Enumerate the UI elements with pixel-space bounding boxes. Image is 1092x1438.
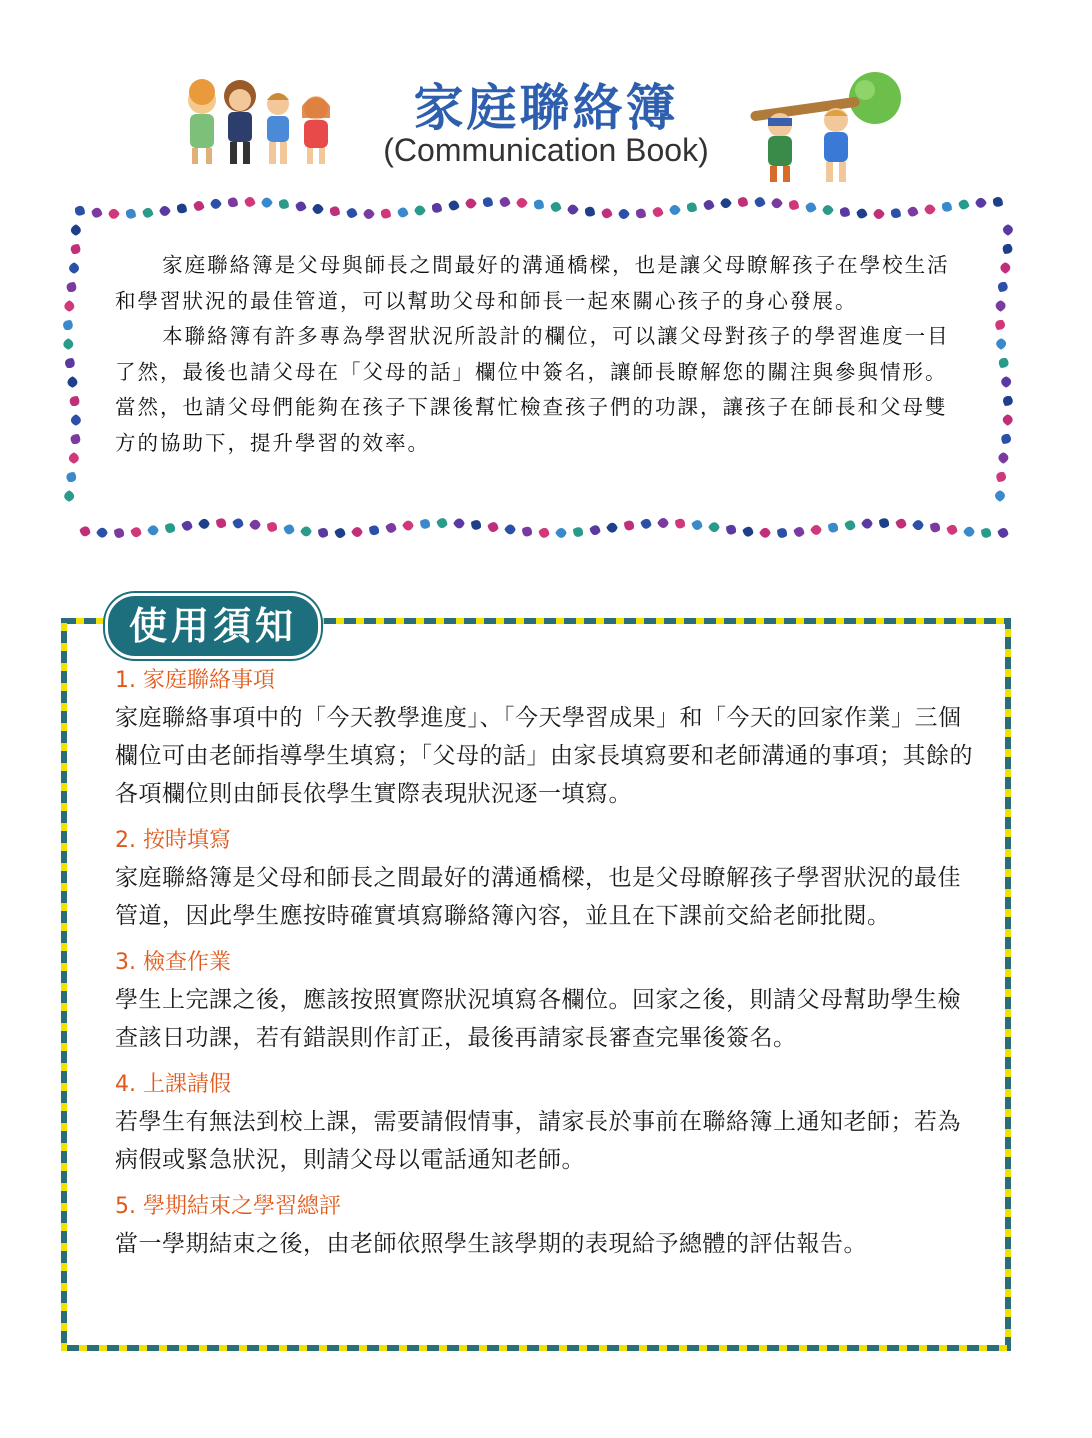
teardrop-ornament: [975, 198, 986, 214]
teardrop-ornament: [956, 198, 971, 216]
teardrop-ornament: [995, 391, 1014, 409]
teardrop-ornament: [988, 315, 1007, 333]
teardrop-ornament: [402, 515, 413, 531]
notice-content: [115, 665, 975, 1275]
teardrop-ornament: [69, 432, 88, 450]
teardrop-ornament: [650, 206, 665, 224]
notice-title-badge: 使用須知: [105, 593, 321, 659]
teardrop-ornament: [300, 520, 311, 536]
teardrop-ornament: [469, 513, 487, 532]
teardrop-ornament: [924, 204, 935, 220]
teardrop-ornament: [344, 207, 359, 225]
teardrop-ornament: [70, 204, 88, 223]
teardrop-ornament: [741, 520, 756, 538]
teardrop-ornament: [995, 376, 1011, 387]
teardrop-ornament: [928, 515, 946, 534]
teardrop-ornament: [223, 195, 241, 214]
teardrop-ornament: [63, 338, 79, 349]
notice-item-heading: 3. 檢查作業: [115, 950, 231, 975]
teardrop-ornament: [163, 516, 181, 535]
teardrop-ornament: [486, 515, 501, 533]
notice-item: [115, 947, 975, 1057]
teardrop-ornament: [690, 513, 705, 531]
teardrop-ornament: [720, 198, 731, 214]
teardrop-ornament: [657, 512, 668, 528]
teardrop-ornament: [497, 196, 512, 214]
teardrop-ornament: [367, 518, 385, 537]
teardrop-ornament: [618, 209, 629, 225]
notice-item-body: 學生上完課之後，應該按照實際狀況填寫各欄位。回家之後，則請父母幫助學生檢查該日功課，若有錯誤則作訂正，最後再請家長審查完畢後簽名。: [115, 987, 961, 1051]
teardrop-ornament: [108, 209, 119, 225]
teardrop-ornament: [312, 204, 323, 220]
teardrop-ornament: [979, 521, 997, 540]
teardrop-ornament: [191, 200, 206, 218]
teardrop-ornament: [988, 195, 1006, 214]
teardrop-ornament: [68, 394, 87, 412]
notice-item-heading: 4. 上課請假: [115, 1072, 231, 1097]
teardrop-ornament: [792, 520, 807, 538]
notice-item-heading: 5. 學期結束之學習總評: [115, 1194, 341, 1219]
teardrop-ornament: [384, 516, 399, 534]
teardrop-ornament: [325, 204, 343, 223]
teardrop-ornament: [996, 521, 1011, 539]
intro-paragraph: 家庭聯絡簿是父母與師長之間最好的溝通橋樑，也是讓父母瞭解孩子在學校生活和學習狀況的最佳管道，可以幫助父母和師長一起來關心孩子的身心發展。: [115, 253, 950, 313]
teardrop-ornament: [861, 513, 872, 529]
teardrop-ornament: [69, 242, 88, 260]
intro-paragraph: 本聯絡簿有許多專為學習狀況所設計的欄位，可以讓父母對孩子的學習進度一目了然，最後也請父母在「父母的話」欄位中簽名，讓師長瞭解您的關注與參與情形。當然，也請父母們能夠在孩子下課後幫忙檢查孩子們的功課，讓孩子在師長和父母雙方的協助下，提升學習的效率。: [115, 324, 950, 455]
notice-item: [115, 1069, 975, 1179]
notice-item-heading: 2. 按時填寫: [115, 828, 231, 853]
teardrop-ornament: [414, 206, 425, 222]
teardrop-ornament: [548, 201, 563, 219]
teardrop-ornament: [669, 205, 680, 221]
notice-item: [115, 825, 975, 935]
teardrop-ornament: [435, 511, 450, 529]
teardrop-ornament: [376, 207, 394, 226]
teardrop-ornament: [333, 521, 348, 539]
teardrop-ornament: [64, 470, 83, 488]
teardrop-ornament: [231, 511, 246, 529]
teardrop-ornament: [293, 200, 308, 218]
teardrop-ornament: [159, 206, 170, 222]
teardrop-ornament: [274, 197, 292, 216]
teardrop-ornament: [418, 511, 436, 530]
teardrop-ornament: [877, 511, 895, 530]
teardrop-ornament: [886, 206, 904, 225]
teardrop-ornament: [803, 201, 818, 219]
teardrop-ornament: [140, 207, 155, 225]
teardrop-ornament: [249, 514, 260, 530]
teardrop-ornament: [64, 300, 80, 311]
teardrop-ornament: [63, 356, 82, 374]
teardrop-ornament: [516, 198, 527, 214]
teardrop-ornament: [210, 199, 221, 215]
teardrop-ornament: [89, 207, 104, 225]
notice-item-body: 當一學期結束之後，由老師依照學生該學期的表現給予總體的評估報告。: [115, 1231, 867, 1257]
teardrop-ornament: [822, 205, 833, 221]
teardrop-ornament: [64, 490, 80, 501]
teardrop-ornament: [214, 511, 232, 530]
teardrop-ornament: [990, 277, 1009, 295]
teardrop-ornament: [580, 205, 598, 224]
teardrop-ornament: [963, 521, 974, 537]
teardrop-ornament: [992, 452, 1008, 463]
teardrop-ornament: [752, 196, 767, 214]
teardrop-ornament: [997, 224, 1013, 235]
teardrop-ornament: [784, 198, 802, 217]
teardrop-ornament: [673, 511, 691, 530]
teardrop-ornament: [701, 199, 716, 217]
teardrop-ornament: [198, 513, 209, 529]
teardrop-ornament: [994, 262, 1010, 273]
teardrop-ornament: [810, 519, 821, 535]
teardrop-ornament: [990, 338, 1006, 349]
teardrop-ornament: [775, 521, 793, 540]
teardrop-ornament: [147, 519, 158, 535]
teardrop-ornament: [316, 520, 334, 539]
teardrop-ornament: [894, 511, 909, 529]
teardrop-ornament: [826, 515, 844, 534]
notice-item-body: 家庭聯絡事項中的「今天教學進度」、「今天學習成果」和「今天的回家作業」三個欄位可由老師指導學生填寫；「父母的話」由家長填寫要和老師溝通的事項；其餘的各項欄位則由師長依學生實際表現狀況逐一填寫。: [115, 705, 973, 807]
teardrop-ornament: [65, 280, 84, 298]
teardrop-ornament: [537, 521, 552, 539]
notice-item-heading: 1. 家庭聯絡事項: [115, 668, 275, 693]
teardrop-ornament: [180, 514, 195, 532]
teardrop-ornament: [599, 207, 614, 225]
teardrop-ornament: [835, 205, 853, 224]
teardrop-ornament: [733, 195, 751, 214]
teardrop-ornament: [446, 199, 461, 217]
teardrop-ornament: [994, 429, 1013, 447]
teardrop-ornament: [478, 195, 496, 214]
teardrop-ornament: [529, 198, 547, 217]
teardrop-ornament: [639, 512, 654, 530]
teardrop-ornament: [68, 376, 84, 387]
teardrop-ornament: [873, 209, 884, 225]
teardrop-ornament: [71, 224, 87, 235]
teardrop-ornament: [606, 517, 617, 533]
teardrop-ornament: [78, 519, 93, 537]
teardrop-ornament: [395, 206, 410, 224]
teardrop-ornament: [96, 522, 107, 538]
teardrop-ornament: [622, 513, 640, 532]
teardrop-ornament: [453, 512, 464, 528]
teardrop-ornament: [69, 452, 85, 463]
teardrop-ornament: [504, 518, 515, 534]
teardrop-ornament: [631, 206, 649, 225]
teardrop-ornament: [172, 201, 190, 220]
teardrop-ornament: [69, 262, 85, 273]
teardrop-ornament: [854, 207, 869, 225]
teardrop-ornament: [997, 414, 1013, 425]
teardrop-ornament: [771, 198, 782, 214]
teardrop-ornament: [989, 490, 1005, 501]
teardrop-ornament: [465, 199, 476, 215]
teardrop-ornament: [588, 518, 603, 536]
teardrop-ornament: [937, 200, 955, 219]
teardrop-ornament: [995, 239, 1014, 257]
teardrop-ornament: [129, 520, 144, 538]
teardrop-ornament: [843, 513, 858, 531]
teardrop-ornament: [71, 414, 87, 425]
teardrop-ornament: [555, 522, 566, 538]
notice-item: [115, 665, 975, 813]
page-title: 家庭聯絡簿: [413, 79, 679, 137]
teardrop-ornament: [112, 521, 130, 540]
teardrop-ornament: [242, 196, 257, 214]
teardrop-ornament: [724, 517, 742, 536]
intro-text: [115, 248, 960, 461]
teardrop-ornament: [265, 515, 283, 534]
teardrop-ornament: [945, 518, 960, 536]
teardrop-ornament: [991, 353, 1010, 371]
teardrop-ornament: [682, 200, 700, 219]
teardrop-ornament: [905, 205, 920, 223]
teardrop-ornament: [427, 201, 445, 220]
teardrop-ornament: [351, 521, 362, 537]
teardrop-ornament: [759, 522, 770, 538]
notice-item: [115, 1191, 975, 1263]
teardrop-ornament: [363, 209, 374, 225]
page-subtitle: (Communication Book): [383, 132, 709, 168]
teardrop-ornament: [912, 514, 923, 530]
teardrop-ornament: [121, 207, 139, 226]
teardrop-ornament: [990, 300, 1006, 311]
teardrop-ornament: [989, 467, 1008, 485]
teardrop-ornament: [567, 205, 578, 221]
teardrop-ornament: [571, 520, 589, 539]
notice-item-body: 家庭聯絡簿是父母和師長之間最好的溝通橋樑，也是父母瞭解孩子學習狀況的最佳管道，因此學生應按時確實填寫聯絡簿內容，並且在下課前交給老師批閱。: [115, 865, 961, 929]
teardrop-ornament: [61, 318, 80, 336]
teardrop-ornament: [261, 198, 272, 214]
teardrop-ornament: [282, 517, 297, 535]
teardrop-ornament: [520, 519, 538, 538]
teardrop-ornament: [708, 516, 719, 532]
notice-item-body: 若學生有無法到校上課，需要請假情事，請家長於事前在聯絡簿上通知老師；若為病假或緊急狀況，則請父母以電話通知老師。: [115, 1109, 961, 1173]
